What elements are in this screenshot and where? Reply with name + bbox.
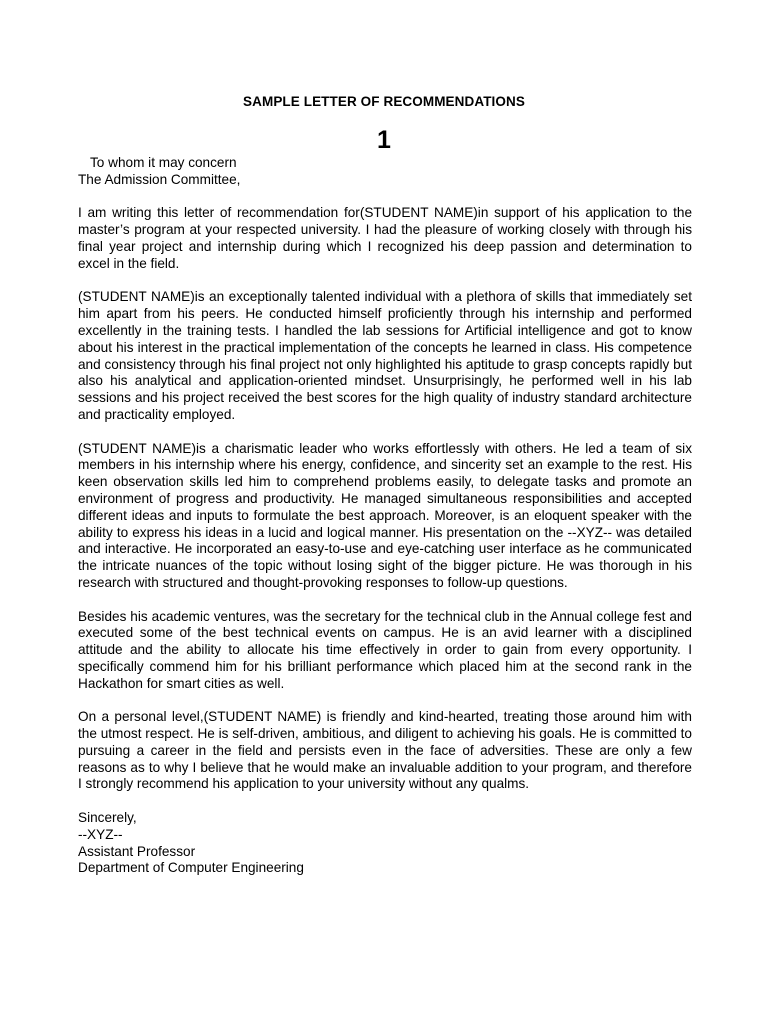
signature-block <box>78 810 692 877</box>
paragraph-intro: I am writing this letter of recommendation for(STUDENT NAME)in support of his application to the master’s program at your respected university. I had the pleasure of working closely with through his final year project and internship during which I recognized his deep passion and determination to excel in the field. <box>78 205 692 271</box>
page-number: 1 <box>377 126 391 154</box>
paragraph-skills: (STUDENT NAME)is an exceptionally talented individual with a plethora of skills that immediately set him apart from his peers. He conducted himself proficiently through his internship and performed excellently in the training tests. I handled the lab sessions for Artificial intelligence and got to know about his interest in the practical implementation of the concepts he learned in class. His competence and consistency through his final project not only highlighted his aptitude to grasp concepts rapidly but also his analytical and application-oriented mindset. Unsurprisingly, he performed well in his lab sessions and his project received the best scores for the high quality of industry standard architecture and practicality employed. <box>78 289 692 422</box>
document-title: SAMPLE LETTER OF RECOMMENDATIONS <box>243 94 525 109</box>
salutation-line-1: To whom it may concern <box>90 155 237 170</box>
salutation-line-2: The Admission Committee, <box>78 171 241 187</box>
paragraph-personal: On a personal level,(STUDENT NAME) is friendly and kind-hearted, treating those around him with the utmost respect. He is self-driven, ambitious, and diligent to achieving his goals. He is committed to pursuing a career in the field and persists even in the face of adversities. These are only a few reasons as to why I believe that he would make an invaluable addition to your program, and therefore I strongly recommend his application to your university without any qualms. <box>78 709 692 792</box>
signer-department: Department of Computer Engineering <box>78 860 304 876</box>
signer-name: --XYZ-- <box>78 826 123 842</box>
closing: Sincerely, <box>78 810 137 826</box>
signer-position: Assistant Professor <box>78 843 196 859</box>
paragraph-leadership: (STUDENT NAME)is a charismatic leader who works effortlessly with others. He led a team of six members in his internship where his energy, confidence, and sincerity set an example to the rest. His keen observation skills led him to comprehend problems easily, to delegate tasks and promote an environment of progress and productivity. He managed simultaneous responsibilities and accepted different ideas and inputs to formulate the best approach. Moreover, is an eloquent speaker with the ability to express his ideas in a lucid and logical manner. His presentation on the --XYZ-- was detailed and interactive. He incorporated an easy-to-use and eye-catching user interface as he communicated the intricate nuances of the topic without losing sight of the bigger picture. He was thorough in his research with structured and thought-provoking responses to follow-up questions. <box>78 440 692 590</box>
paragraph-activities: Besides his academic ventures, was the secretary for the technical club in the Annual college fest and executed some of the best technical events on campus. He is an avid learner with a disciplined attitude and the ability to allocate his time effectively in order to gain from every opportunity. I specifically commend him for his brilliant performance which placed him at the second rank in the Hackathon for smart cities as well. <box>78 608 692 691</box>
letter-body <box>78 155 692 877</box>
